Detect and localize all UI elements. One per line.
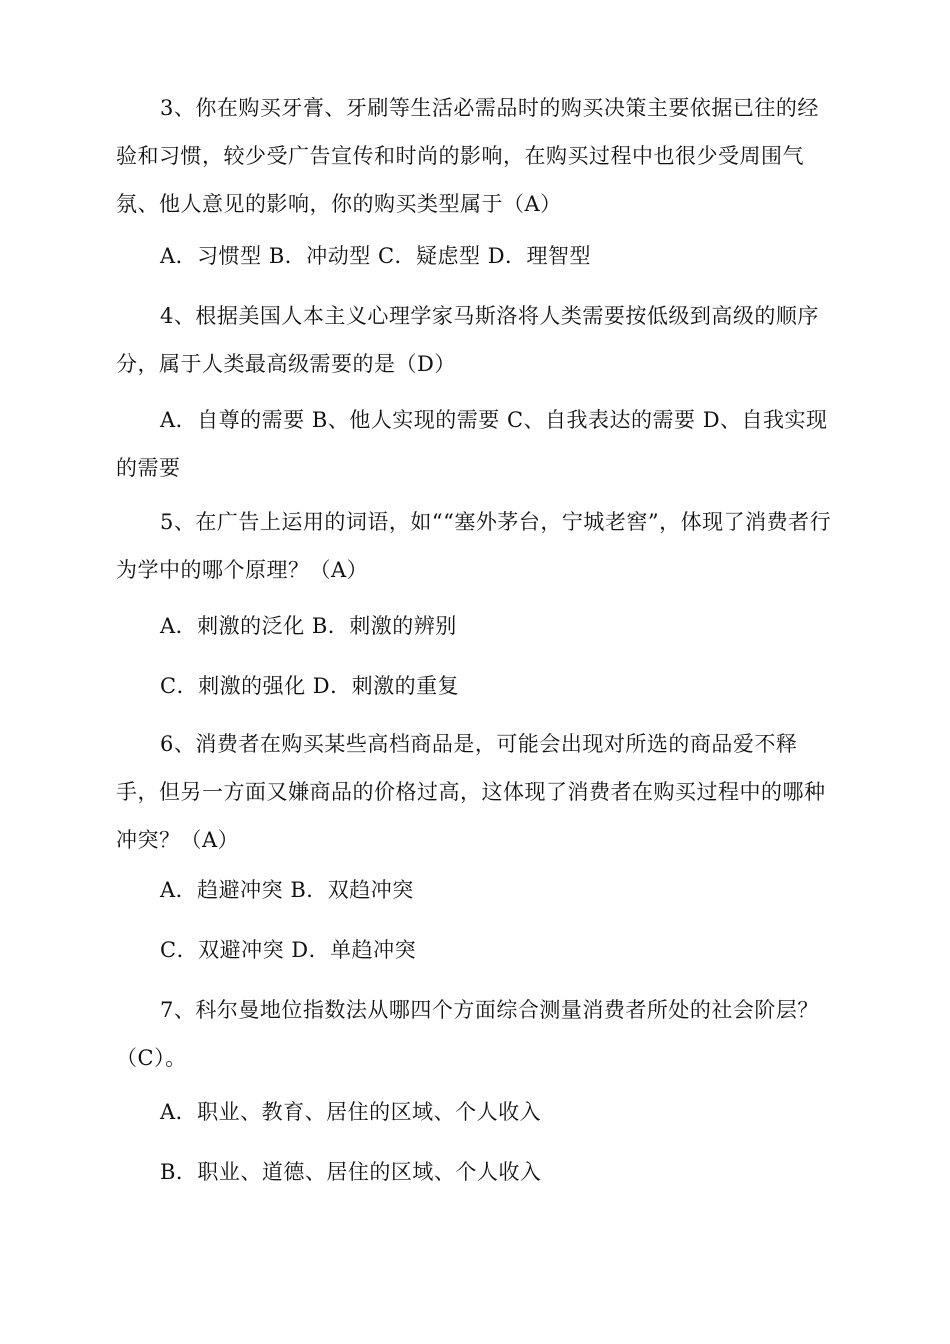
- question-7-text: 7、科尔曼地位指数法从哪四个方面综合测量消费者所处的社会阶层？（C）。: [116, 998, 819, 1070]
- question-5-options-ab: A．刺激的泛化 B．刺激的辨别: [160, 614, 457, 638]
- question-6-text: 6、消费者在购买某些高档商品是，可能会出现对所选的商品爱不释手，但另一方面又嫌商品的价格过高，这体现了消费者在购买过程中的哪种冲突？（A）: [116, 732, 826, 852]
- question-6-options-ab: A．趋避冲突 B．双趋冲突: [160, 878, 414, 902]
- question-5-text: 5、在广告上运用的词语，如““塞外茅台，宁城老窖”，体现了消费者行为学中的哪个原理？（A）: [116, 510, 832, 582]
- question-3-options: A．习惯型 B．冲动型 C．疑虑型 D．理智型: [160, 244, 592, 268]
- question-4-text: 4、根据美国人本主义心理学家马斯洛将人类需要按低级到高级的顺序分，属于人类最高级需要的是（D）: [116, 304, 819, 376]
- question-4-options: A．自尊的需要 B、他人实现的需要 C、自我表达的需要 D、自我实现的需要: [116, 408, 828, 480]
- question-3-text: 3、你在购买牙膏、牙刷等生活必需品时的购买决策主要依据已往的经验和习惯，较少受广告宣传和时尚的影响，在购买过程中也很少受周围气氛、他人意见的影响，你的购买类型属于（A）: [116, 96, 819, 216]
- question-7-option-a: A．职业、教育、居住的区域、个人收入: [160, 1100, 542, 1124]
- question-7-option-b: B．职业、道德、居住的区域、个人收入: [160, 1160, 542, 1184]
- question-5-options-cd: C．刺激的强化 D．刺激的重复: [160, 674, 460, 698]
- question-6-options-cd: C．双避冲突 D．单趋冲突: [160, 938, 417, 962]
